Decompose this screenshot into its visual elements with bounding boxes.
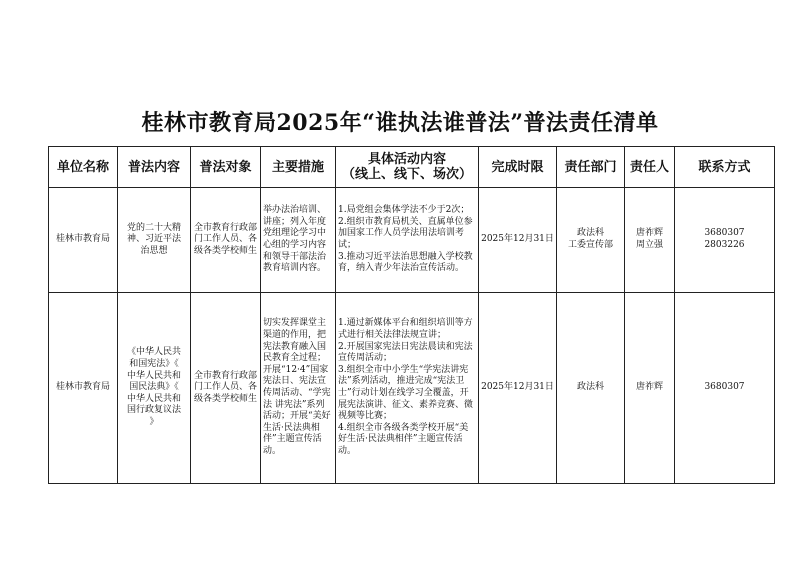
cell-contact: [675, 188, 775, 293]
cell-unit: 桂林市教育局: [49, 188, 118, 293]
cell-content: [118, 188, 191, 293]
content-line: 中华人民共和: [126, 393, 181, 404]
phone-number: 3680307: [704, 228, 745, 239]
cell-activities: [336, 293, 479, 484]
person-line: 唐祚辉: [635, 382, 663, 393]
table-row: [49, 188, 775, 293]
person-line: 周立强: [635, 240, 663, 250]
cell-deadline: 2025年12月31日: [479, 293, 557, 484]
department-line: 政法科: [576, 382, 604, 393]
activity-item: 3.推动习近平法治思想融入学校教育，纳入青少年法治宣传活动。: [338, 251, 473, 274]
cell-person: [625, 293, 675, 484]
header-person: 责任人: [625, 147, 675, 188]
activity-item: 2.开展国家宪法日宪法晨读和宪法宣传周活动；: [338, 341, 473, 364]
header-activities: [336, 147, 479, 188]
cell-measures: 举办法治培训、讲座；列入年度党组理论学习中心组的学习内容和领导干部法治教育培训内容。: [261, 188, 336, 293]
content-line: 》: [149, 416, 159, 427]
department-line: 工委宣传部: [567, 240, 613, 250]
activity-item: 3.组织全市中小学生“学宪法讲宪法”系列活动，推进完成“宪法卫士”行动计划在线学习全覆盖，开展宪法演讲、征文、素养竞赛、微视频等比赛；: [338, 364, 474, 422]
activity-item: 2.组织市教育局机关、直属单位参加国家工作人员学法用法培训考试；: [338, 216, 473, 250]
table-row: [49, 293, 775, 484]
cell-activities: [336, 188, 479, 293]
cell-contact: [675, 293, 775, 484]
cell-measures: 切实发挥课堂主渠道的作用，把宪法教育融入国民教育全过程；开展“12·4”国家宪法日、宪法宣传周活动、“学宪法 讲宪法”系列活动；开展“美好生活·民法典相伴”主题宣传活动。: [261, 293, 336, 484]
cell-person: [625, 188, 675, 293]
department-line: 政法科: [576, 228, 604, 239]
content-line: 神、习近平法: [126, 234, 181, 245]
content-line: 中华人民共和: [126, 370, 181, 381]
header-content: 普法内容: [118, 147, 191, 188]
table-header-row: [49, 147, 775, 188]
phone-number: 2803226: [704, 240, 745, 250]
person-line: 唐祚辉: [635, 228, 663, 239]
activity-item: 4.组织全市各级各类学校开展“美好生活·民法典相伴”主题宣传活动。: [338, 422, 469, 456]
header-target: 普法对象: [191, 147, 261, 188]
cell-target: 全市教育行政部门工作人员、各级各类学校师生: [191, 188, 261, 293]
cell-deadline: 2025年12月31日: [479, 188, 557, 293]
header-contact: 联系方式: [675, 147, 775, 188]
cell-unit: 桂林市教育局: [49, 293, 118, 484]
header-deadline: 完成时限: [479, 147, 557, 188]
header-activities-subtitle: （线上、线下、场次）: [341, 167, 472, 182]
cell-target: 全市教育行政部门工作人员、各级各类学校师生: [191, 293, 261, 484]
header-department: 责任部门: [557, 147, 625, 188]
content-line: 《中华人民共: [126, 347, 181, 358]
responsibility-table: [48, 146, 775, 484]
activity-item: 1.局党组会集体学法不少于2次；: [338, 205, 470, 216]
page-title: 桂林市教育局2025年“谁执法谁普法”普法责任清单: [141, 110, 659, 136]
header-activities-title: 具体活动内容: [367, 152, 446, 167]
cell-department: [557, 293, 625, 484]
activity-item: 1.通过新媒体平台和组织培训等方式进行相关法律法规宣讲；: [338, 318, 473, 341]
content-line: 和国宪法》《: [129, 359, 179, 370]
header-unit: 单位名称: [49, 147, 118, 188]
header-measures: 主要措施: [261, 147, 336, 188]
content-line: 党的二十大精: [126, 222, 181, 233]
cell-content: [118, 293, 191, 484]
cell-department: [557, 188, 625, 293]
content-line: 国行政复议法: [126, 405, 181, 416]
content-line: 治思想: [140, 245, 168, 256]
content-line: 国民法典》《: [129, 382, 179, 393]
phone-number: 3680307: [704, 382, 745, 393]
